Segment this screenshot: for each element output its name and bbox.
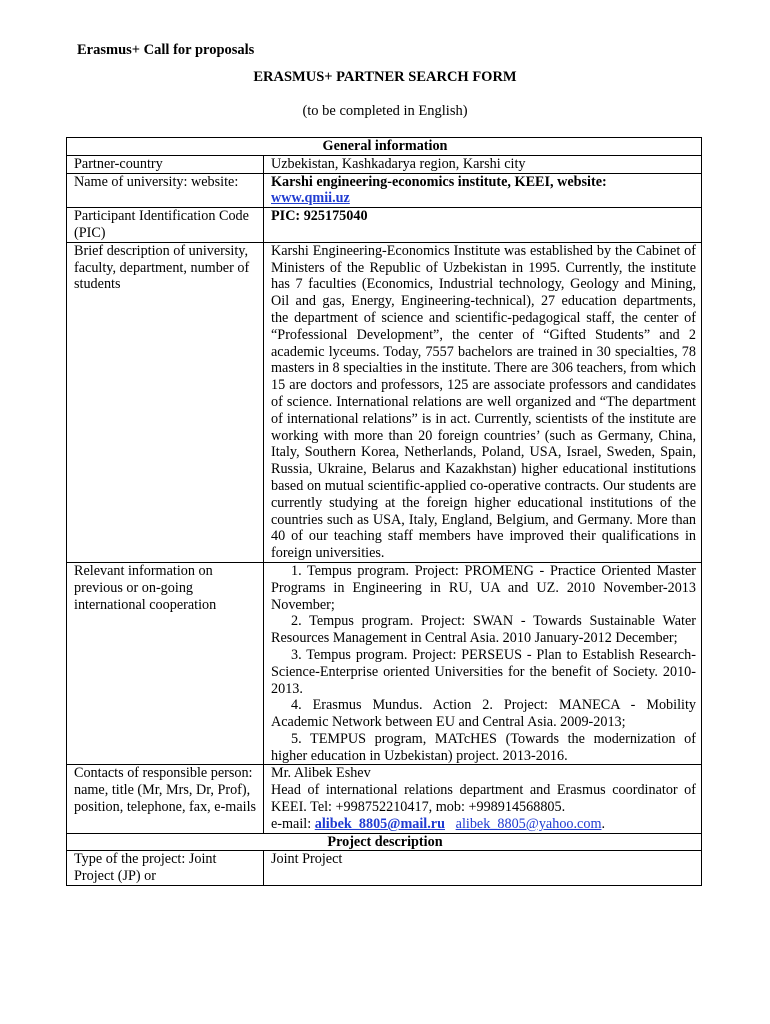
pic-label: Participant Identification Code (PIC): [67, 208, 264, 243]
call-title: Erasmus+ Call for proposals: [77, 42, 255, 58]
cooperation-list: [264, 562, 702, 765]
university-label: Name of university: website:: [67, 173, 264, 208]
cooperation-label: Relevant information on previous or on-going international cooperation: [67, 562, 264, 765]
description-value: Karshi Engineering-Economics Institute was established by the Cabinet of Ministers of the Republic of Uzbekistan in 1995. Currently, the institute has 7 faculties (Economics, Industrial technology, Geology and Mining, Oil and gas, Energy, Engineering-technical), 27 education departments, the department of science and scientific-pedagogical staff, the center of “Professional Development”, the center of “Gifted Students” and 2 academic lyceums. Today, 7557 bachelors are trained in 30 specialties, 78 masters in 8 specialties in the institute. There are 306 teachers, from which 15 are doctors and professors, 125 are associate professors and candidates of science. International relations are well organized and “The department of international relations” is in act. Currently, scientists of the institute are working with more than 20 foreign countries’ (such as Germany, China, Italy, Southern Korea, Netherlands, Poland, USA, Israel, Sweden, Spain, Russia, Ukraine, Belarus and Kazakhstan) higher educational institutions based on mutual scientific-applied co-operative contracts. Our students are currently studying at the foreign higher educational institutions of the countries such as USA, Italy, England, Belgium, and Germany. More than 40 of our teaching staff members have improved their qualifications in foreign universities.: [271, 242, 696, 562]
description-label: Brief description of university, faculty, department, number of students: [67, 242, 264, 562]
email-link-yahoo[interactable]: alibek_8805@yahoo.com: [455, 815, 602, 832]
list-item: 3. Tempus program. Project: PERSEUS - Plan to Establish Research-Science-Enterprise oriented Universities for the benefit of Society. 2010-2013.: [271, 646, 696, 697]
email-link-mail-ru[interactable]: alibek_8805@mail.ru: [314, 815, 445, 832]
email-label: e-mail:: [271, 815, 312, 832]
section-general-heading: General information: [67, 138, 702, 156]
list-item: 5. TEMPUS program, MATcHES (Towards the modernization of higher education in Uzbekistan) project. 2013-2016.: [271, 730, 696, 764]
table-row: [67, 765, 702, 833]
table-row: [67, 173, 702, 208]
language-note: (to be completed in English): [302, 103, 468, 119]
description-cell: [264, 242, 702, 562]
university-cell: [264, 173, 702, 208]
table-row: [67, 851, 702, 886]
list-item: 4. Erasmus Mundus. Action 2. Project: MANECA - Mobility Academic Network between EU and Central Asia. 2009-2013;: [271, 697, 696, 731]
university-website-link[interactable]: www.qmii.uz: [271, 190, 350, 207]
section-row-general: [67, 138, 702, 156]
project-type-label: Type of the project: Joint Project (JP) or: [67, 851, 264, 886]
country-label: Partner-country: [67, 155, 264, 173]
list-item: 1. Tempus program. Project: PROMENG - Practice Oriented Master Programs in Engineering in RU, UA and UZ. 2010 November-2013 November;: [271, 562, 696, 613]
table-row: [67, 208, 702, 243]
pic-value: PIC: 925175040: [264, 208, 702, 243]
partner-search-table: [66, 137, 702, 886]
list-item: 2. Tempus program. Project: SWAN - Towards Sustainable Water Resources Management in Central Asia. 2010 January-2012 December;: [271, 613, 696, 647]
section-project-heading: Project description: [67, 833, 702, 851]
country-value: Uzbekistan, Kashkadarya region, Karshi city: [264, 155, 702, 173]
table-row: [67, 155, 702, 173]
university-value: Karshi engineering-economics institute, KEEI, website:: [271, 173, 607, 190]
contacts-cell: Mr. Alibek Eshev Head of international relations department and Erasmus coordinator of KEEI. Tel: +998752210417, mob: +998914568805. e-mail: alibek_8805@mail.ru alibek_8805@yahoo.com.: [264, 765, 702, 833]
section-row-project: [67, 833, 702, 851]
table-row: [67, 562, 702, 765]
contacts-label: Contacts of responsible person: name, title (Mr, Mrs, Dr, Prof), position, telephone, fax, e-mails: [67, 765, 264, 833]
form-title: ERASMUS+ PARTNER SEARCH FORM: [253, 69, 517, 85]
project-type-value: Joint Project: [264, 851, 702, 886]
contact-position: Head of international relations department and Erasmus coordinator of KEEI. Tel: +998752210417, mob: +998914568805.: [271, 782, 696, 816]
contact-name: Mr. Alibek Eshev: [271, 765, 371, 782]
table-row: [67, 242, 702, 562]
